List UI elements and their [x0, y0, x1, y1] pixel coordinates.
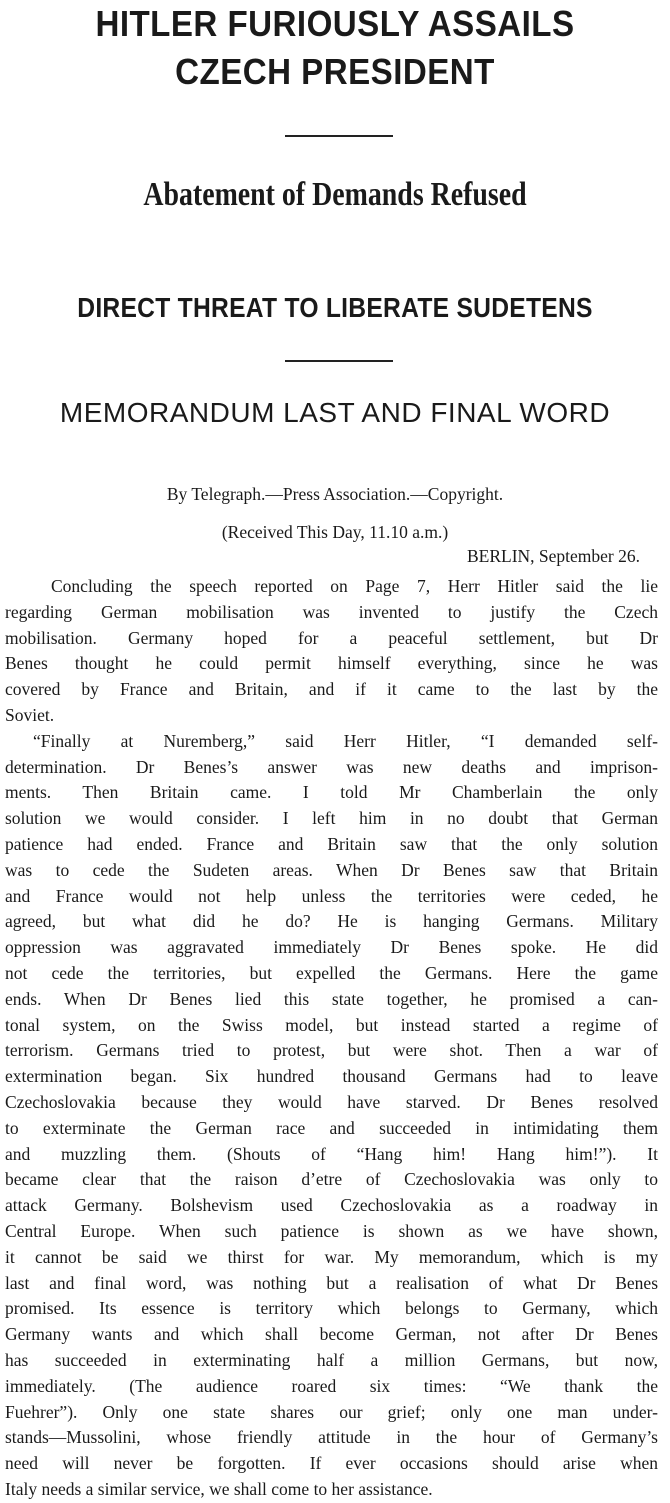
body-line: and muzzling them. (Shouts of “Hang him! Hang him!”). It [5, 1143, 658, 1164]
subhead-abatement: Abatement of Demands Refused [143, 176, 527, 213]
body-line: it cannot be said we thirst for war. My memorandum, which is my [5, 1246, 658, 1267]
divider-rule-1 [285, 135, 393, 137]
body-line: ends. When Dr Benes lied this state together, he promised a can- [5, 988, 658, 1009]
body-line: to exterminate the German race and succeeded in intimidating them [5, 1117, 658, 1138]
body-line: mobilisation. Germany hoped for a peaceful settlement, but Dr [5, 627, 658, 648]
body-line: extermination began. Six hundred thousand Germans had to leave [5, 1066, 658, 1087]
body-line: regarding German mobilisation was invented to justify the Czech [5, 601, 658, 622]
body-line: Czechoslovakia because they would have starved. Dr Benes resolved [5, 1091, 658, 1112]
body-line: need will never be forgotten. If ever occasions should arise when [5, 1453, 658, 1474]
body-line: last and final word, was nothing but a realisation of what Dr Benes [5, 1272, 658, 1293]
divider-rule-2 [285, 360, 393, 362]
body-line: was to cede the Sudeten areas. When Dr Benes saw that Britain [5, 859, 658, 880]
subhead-memorandum: MEMORANDUM LAST AND FINAL WORD [59, 397, 611, 428]
body-line: Benes thought he could permit himself everything, since he was [5, 653, 658, 674]
body-line: covered by France and Britain, and if it came to the last by the [5, 679, 658, 700]
subhead-direct-threat: DIRECT THREAT TO LIBERATE SUDETENS [77, 292, 593, 323]
body-line: and France would not help unless the territories were ceded, he [5, 885, 658, 906]
body-line: oppression was aggravated immediately Dr Benes spoke. He did [5, 937, 658, 958]
received-time: (Received This Day, 11.10 a.m.) [221, 522, 449, 542]
body-line: ments. Then Britain came. I told Mr Chamberlain the only [5, 782, 658, 803]
body-line: “Finally at Nuremberg,” said Herr Hitler, “I demanded self- [33, 730, 658, 751]
body-line: Concluding the speech reported on Page 7, Herr Hitler said the lie [51, 576, 658, 596]
body-line: immediately. (The audience roared six times: “We thank the [5, 1375, 658, 1396]
body-line: not cede the territories, but expelled the Germans. Here the game [5, 962, 658, 983]
body-line: Italy needs a similar service, we shall come to her assistance. [5, 1478, 433, 1499]
body-line: stands—Mussolini, whose friendly attitude in the hour of Germany’s [5, 1427, 658, 1448]
dateline: BERLIN, September 26. [466, 546, 640, 566]
body-line: tonal system, on the Swiss model, but instead started a regime of [5, 1014, 658, 1035]
body-line: solution we would consider. I left him in no doubt that German [5, 808, 658, 829]
body-line: Soviet. [5, 704, 55, 725]
body-line: agreed, but what did he do? He is hanging Germans. Military [5, 911, 658, 932]
body-line: has succeeded in exterminating half a million Germans, but now, [5, 1349, 658, 1370]
body-line: determination. Dr Benes’s answer was new deaths and imprison- [5, 756, 658, 777]
body-line: terrorism. Germans tried to protest, but were shot. Then a war of [5, 1040, 658, 1061]
body-line: Central Europe. When such patience is shown as we have shown, [5, 1220, 658, 1241]
headline-line-1: HITLER FURIOUSLY ASSAILS [95, 3, 575, 44]
body-line: Fuehrer”). Only one state shares our grief; only one man under- [5, 1401, 658, 1422]
headline-line-2: CZECH PRESIDENT [175, 51, 495, 92]
body-line: became clear that the raison d’etre of Czechoslovakia was only to [5, 1169, 658, 1190]
byline: By Telegraph.—Press Association.—Copyright. [166, 484, 504, 504]
body-line: attack Germany. Bolshevism used Czechoslovakia as a roadway in [5, 1195, 658, 1216]
body-line: patience had ended. France and Britain saw that the only solution [5, 833, 658, 854]
body-line: promised. Its essence is territory which belongs to Germany, which [5, 1298, 658, 1319]
body-line: Germany wants and which shall become German, not after Dr Benes [5, 1324, 658, 1345]
article-body [5, 574, 658, 1503]
